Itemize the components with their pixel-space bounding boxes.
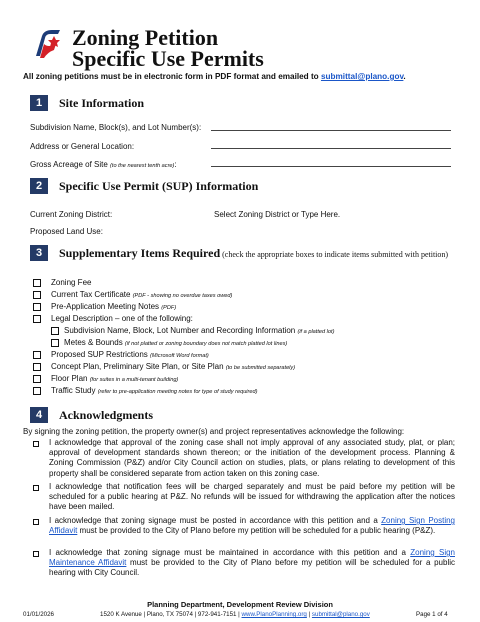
checklist-item-concept-plan: Concept Plan, Preliminary Site Plan, or Site Plan (to be submitted separately) xyxy=(51,362,296,371)
sup-restrictions-checkbox[interactable] xyxy=(33,351,41,359)
section-4-title: Acknowledgments xyxy=(59,408,154,422)
section-3-number: 3 xyxy=(30,245,48,261)
checklist-item-tax-certificate: Current Tax Certificate (PDF - showing no overdue taxes owed) xyxy=(51,290,233,299)
acknowledgment-sign-posting: I acknowledge that zoning signage must be posted in accordance with this petition and a Zoning Sign Posting Affidavit must be provided to the City of Plano before my petition will be scheduled for a public hearing (P&Z). xyxy=(49,516,456,536)
acknowledgment-intro: By signing the zoning petition, the property owner(s) and project representatives acknowledge the following: xyxy=(23,427,405,436)
sign-posting-affidavit-link[interactable]: Zoning Sign Posting Affidavit xyxy=(49,516,456,536)
subdivision-info-checkbox[interactable] xyxy=(51,327,59,335)
section-2-number: 2 xyxy=(30,178,48,194)
acknowledgment-sign-maintenance: I acknowledge that zoning signage must be maintained in accordance with this petition and a Zoning Sign Maintenance Affidavit must be provided to the City of Plano before my petition will be scheduled for a public hearing with City Council. xyxy=(49,548,455,578)
city-logo xyxy=(32,26,64,60)
zoning-district-select[interactable]: Select Zoning District or Type Here. xyxy=(214,210,341,219)
page-subtitle: Specific Use Permits xyxy=(72,46,264,71)
metes-bounds-checkbox[interactable] xyxy=(51,339,59,347)
zoning-fee-checkbox[interactable] xyxy=(33,279,41,287)
section-3-title: Supplementary Items Required (check the appropriate boxes to indicate items submitted with petition) xyxy=(59,246,449,260)
footer-page-number: Page 1 of 4 xyxy=(416,611,448,618)
footer-department: Planning Department, Development Review Division xyxy=(147,600,333,609)
acknowledgment-approval: I acknowledge that approval of the zoning case shall not imply approval of any associated study, plat, or plan; approval of development standards shown thereon; or the initiation of the development process. Planning & Zoning Commission (P&Z) and/or City Council action on studies, plats, or plans relating to development of this property shall be considered separate from action taken on this zoning case. xyxy=(49,438,455,478)
section-1-title: Site Information xyxy=(59,96,144,110)
checklist-item-zoning-fee: Zoning Fee xyxy=(51,278,92,287)
section-4-number: 4 xyxy=(30,407,48,423)
intro-instructions: All zoning petitions must be in electronic form in PDF format and emailed to submittal@plano.gov. xyxy=(23,72,406,81)
concept-plan-checkbox[interactable] xyxy=(33,363,41,371)
section-1-number: 1 xyxy=(30,95,48,111)
footer-contact: 1520 K Avenue | Plano, TX 75074 | 972-941-7151 | www.PlanoPlanning.org | submittal@plano.gov xyxy=(100,611,370,618)
tax-certificate-checkbox[interactable] xyxy=(33,291,41,299)
acknowledgment-bullet xyxy=(33,485,39,491)
traffic-study-checkbox[interactable] xyxy=(33,387,41,395)
acknowledgment-bullet xyxy=(33,441,39,447)
checklist-item-metes-bounds: Metes & Bounds (if not platted or zoning boundary does not match platted lot lines) xyxy=(64,338,288,347)
acknowledgment-bullet xyxy=(33,551,39,557)
footer-date: 01/01/2026 xyxy=(23,611,54,618)
footer-email-link[interactable]: submittal@plano.gov xyxy=(311,611,370,618)
acreage-label: Gross Acreage of Site (to the nearest tenth acre): xyxy=(30,160,177,169)
checklist-item-legal-description: Legal Description – one of the following: xyxy=(51,314,193,323)
checklist-item-subdivision-info: Subdivision Name, Block, Lot Number and Recording Information (if a platted lot) xyxy=(64,326,335,335)
subdivision-label: Subdivision Name, Block(s), and Lot Number(s): xyxy=(30,123,202,132)
checklist-item-pre-app-notes: Pre-Application Meeting Notes (PDF) xyxy=(51,302,177,311)
section-2-title: Specific Use Permit (SUP) Information xyxy=(59,179,259,193)
footer-website-link[interactable]: www.PlanoPlanning.org xyxy=(241,611,307,618)
checklist-item-traffic-study: Traffic Study (refer to pre-application meeting notes for type of study required) xyxy=(51,386,258,395)
address-label: Address or General Location: xyxy=(30,142,135,151)
page-title: Zoning Petition xyxy=(72,25,219,50)
checklist-item-sup-restrictions: Proposed SUP Restrictions (Microsoft Word format) xyxy=(51,350,209,359)
subdivision-field[interactable] xyxy=(211,130,451,131)
legal-description-checkbox[interactable] xyxy=(33,315,41,323)
current-zoning-label: Current Zoning District: xyxy=(30,210,113,219)
acknowledgment-notification-fees: I acknowledge that notification fees will be charged separately and must be paid before my petition will be scheduled for a public hearing at P&Z. No refunds will be issued for withdrawing the application after the notices have been mailed. xyxy=(49,482,455,512)
submittal-email-link[interactable]: submittal@plano.gov xyxy=(320,72,404,81)
acknowledgment-bullet xyxy=(33,519,39,525)
pre-app-notes-checkbox[interactable] xyxy=(33,303,41,311)
floor-plan-checkbox[interactable] xyxy=(33,375,41,383)
proposed-land-use-label: Proposed Land Use: xyxy=(30,227,103,236)
sign-maintenance-affidavit-link[interactable]: Zoning Sign Maintenance Affidavit xyxy=(49,548,455,568)
checklist-item-floor-plan: Floor Plan (for suites in a multi-tenant building) xyxy=(51,374,179,383)
acreage-field[interactable] xyxy=(211,166,451,167)
address-field[interactable] xyxy=(211,148,451,149)
